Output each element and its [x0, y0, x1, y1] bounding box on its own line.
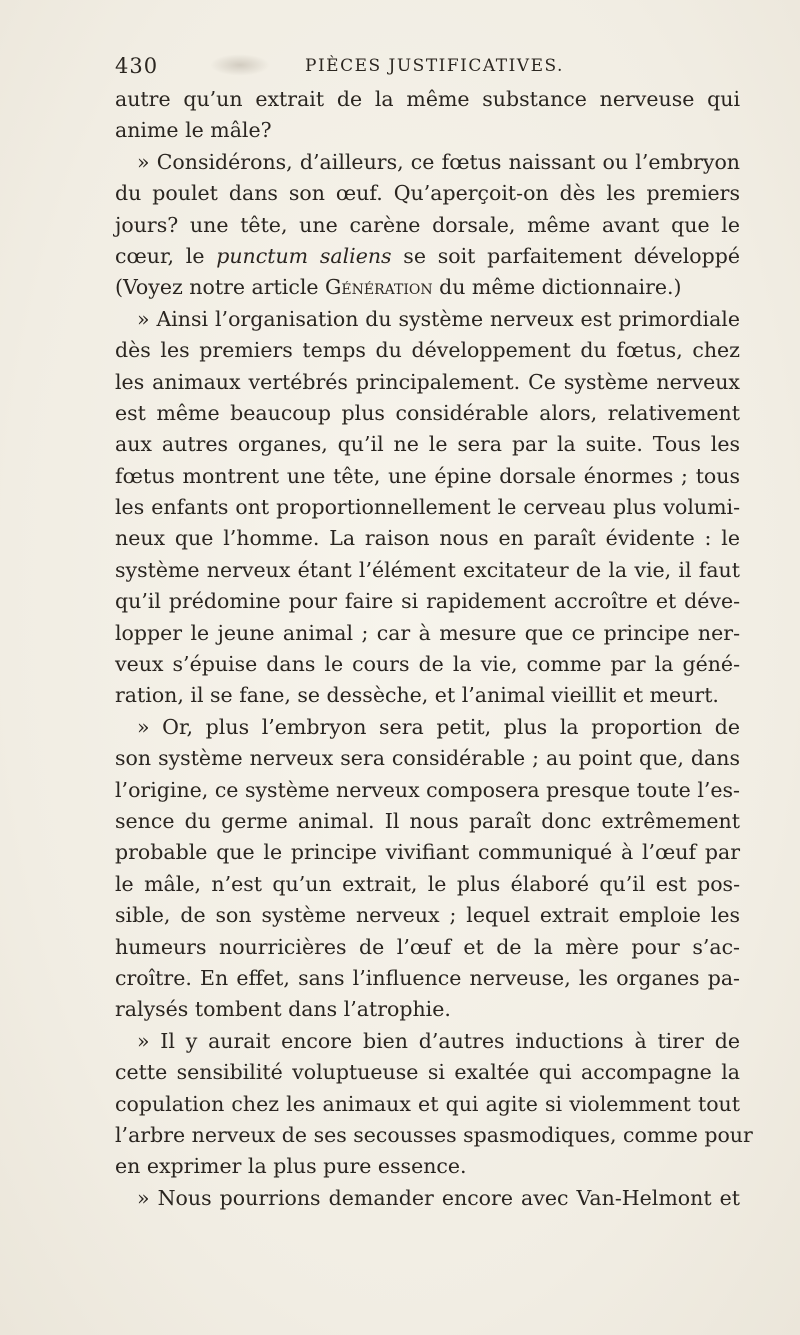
text-line: les animaux vertébrés principalement. Ce système nerveux — [115, 369, 740, 394]
text-line: sible, de son système nerveux ; lequel extrait emploie les — [115, 903, 740, 928]
text-line: ralysés tombent dans l’atrophie. — [115, 997, 451, 1022]
text-line: » Ainsi l’organisation du système nerveux est primordiale — [137, 306, 740, 331]
text-line: ration, il se fane, se dessèche, et l’animal vieillit et meurt. — [115, 683, 719, 708]
text-line: du poulet dans son œuf. Qu’aperçoit-on dès les premiers — [115, 181, 740, 206]
text-line: jours? une tête, une carène dorsale, même avant que le — [115, 212, 740, 237]
latin-term: punctum saliens — [216, 243, 392, 268]
text-line: fœtus montrent une tête, une épine dorsale énormes ; tous — [115, 463, 740, 488]
text-line: probable que le principe vivifiant communiqué à l’œuf par — [115, 840, 740, 865]
text-line: humeurs nourricières de l’œuf et de la mère pour s’ac- — [115, 934, 740, 959]
body-text — [115, 84, 753, 1214]
text-line: l’origine, ce système nerveux composera presque toute l’es- — [115, 777, 740, 802]
text-line: croître. En effet, sans l’influence nerveuse, les organes pa- — [115, 965, 740, 990]
text-segment: du même dictionnaire.) — [432, 275, 682, 300]
text-line: l’arbre nerveux de ses secousses spasmodiques, comme pour — [115, 1122, 753, 1147]
text-line: est même beaucoup plus considérable alors, relativement — [115, 400, 740, 425]
text-line: système nerveux étant l’élément excitateur de la vie, il faut — [115, 557, 740, 582]
text-line: autre qu’un extrait de la même substance nerveuse qui — [115, 87, 740, 111]
ink-smudge — [210, 54, 270, 76]
text-line: qu’il prédomine pour faire si rapidement accroître et déve- — [115, 589, 740, 614]
text-line: » Nous pourrions demander encore avec Van-Helmont et — [137, 1185, 740, 1210]
text-line: le mâle, n’est qu’un extrait, le plus élaboré qu’il est pos- — [115, 871, 740, 896]
text-segment: se soit parfaitement développé — [391, 243, 740, 268]
text-line: copulation chez les animaux et qui agite si violemment tout — [115, 1091, 740, 1116]
text-line: lopper le jeune animal ; car à mesure que ce principe ner- — [115, 620, 740, 645]
text-line: » Or, plus l’embryon sera petit, plus la proportion de — [137, 714, 740, 739]
text-line: dès les premiers temps du développement du fœtus, chez — [115, 338, 740, 363]
text-line: anime le mâle? — [115, 118, 272, 143]
text-line: neux que l’homme. La raison nous en paraît évidente : le — [115, 526, 740, 551]
text-line: » Considérons, d’ailleurs, ce fœtus naissant ou l’embryon — [137, 149, 740, 174]
text-segment: cœur, le — [115, 243, 217, 268]
running-head: PIÈCES JUSTIFICATIVES. — [305, 56, 564, 76]
article-reference: Génération — [325, 275, 433, 300]
text-line: en exprimer la plus pure essence. — [115, 1154, 467, 1179]
text-line: les enfants ont proportionnellement le cerveau plus volumi- — [115, 495, 740, 520]
text-line: veux s’épuise dans le cours de la vie, comme par la géné- — [115, 652, 740, 677]
text-line — [115, 272, 740, 303]
page-header — [115, 54, 740, 84]
text-line: cette sensibilité voluptueuse si exaltée qui accompagne la — [115, 1060, 740, 1085]
text-line: aux autres organes, qu’il ne le sera par la suite. Tous les — [115, 432, 740, 457]
text-line: » Il y aurait encore bien d’autres inductions à tirer de — [137, 1028, 740, 1053]
page-number: 430 — [115, 54, 159, 78]
text-line: son système nerveux sera considérable ; au point que, dans — [115, 746, 740, 771]
text-line — [115, 241, 740, 272]
text-line: sence du germe animal. Il nous paraît donc extrêmement — [115, 808, 740, 833]
text-segment: (Voyez notre article — [115, 275, 326, 300]
